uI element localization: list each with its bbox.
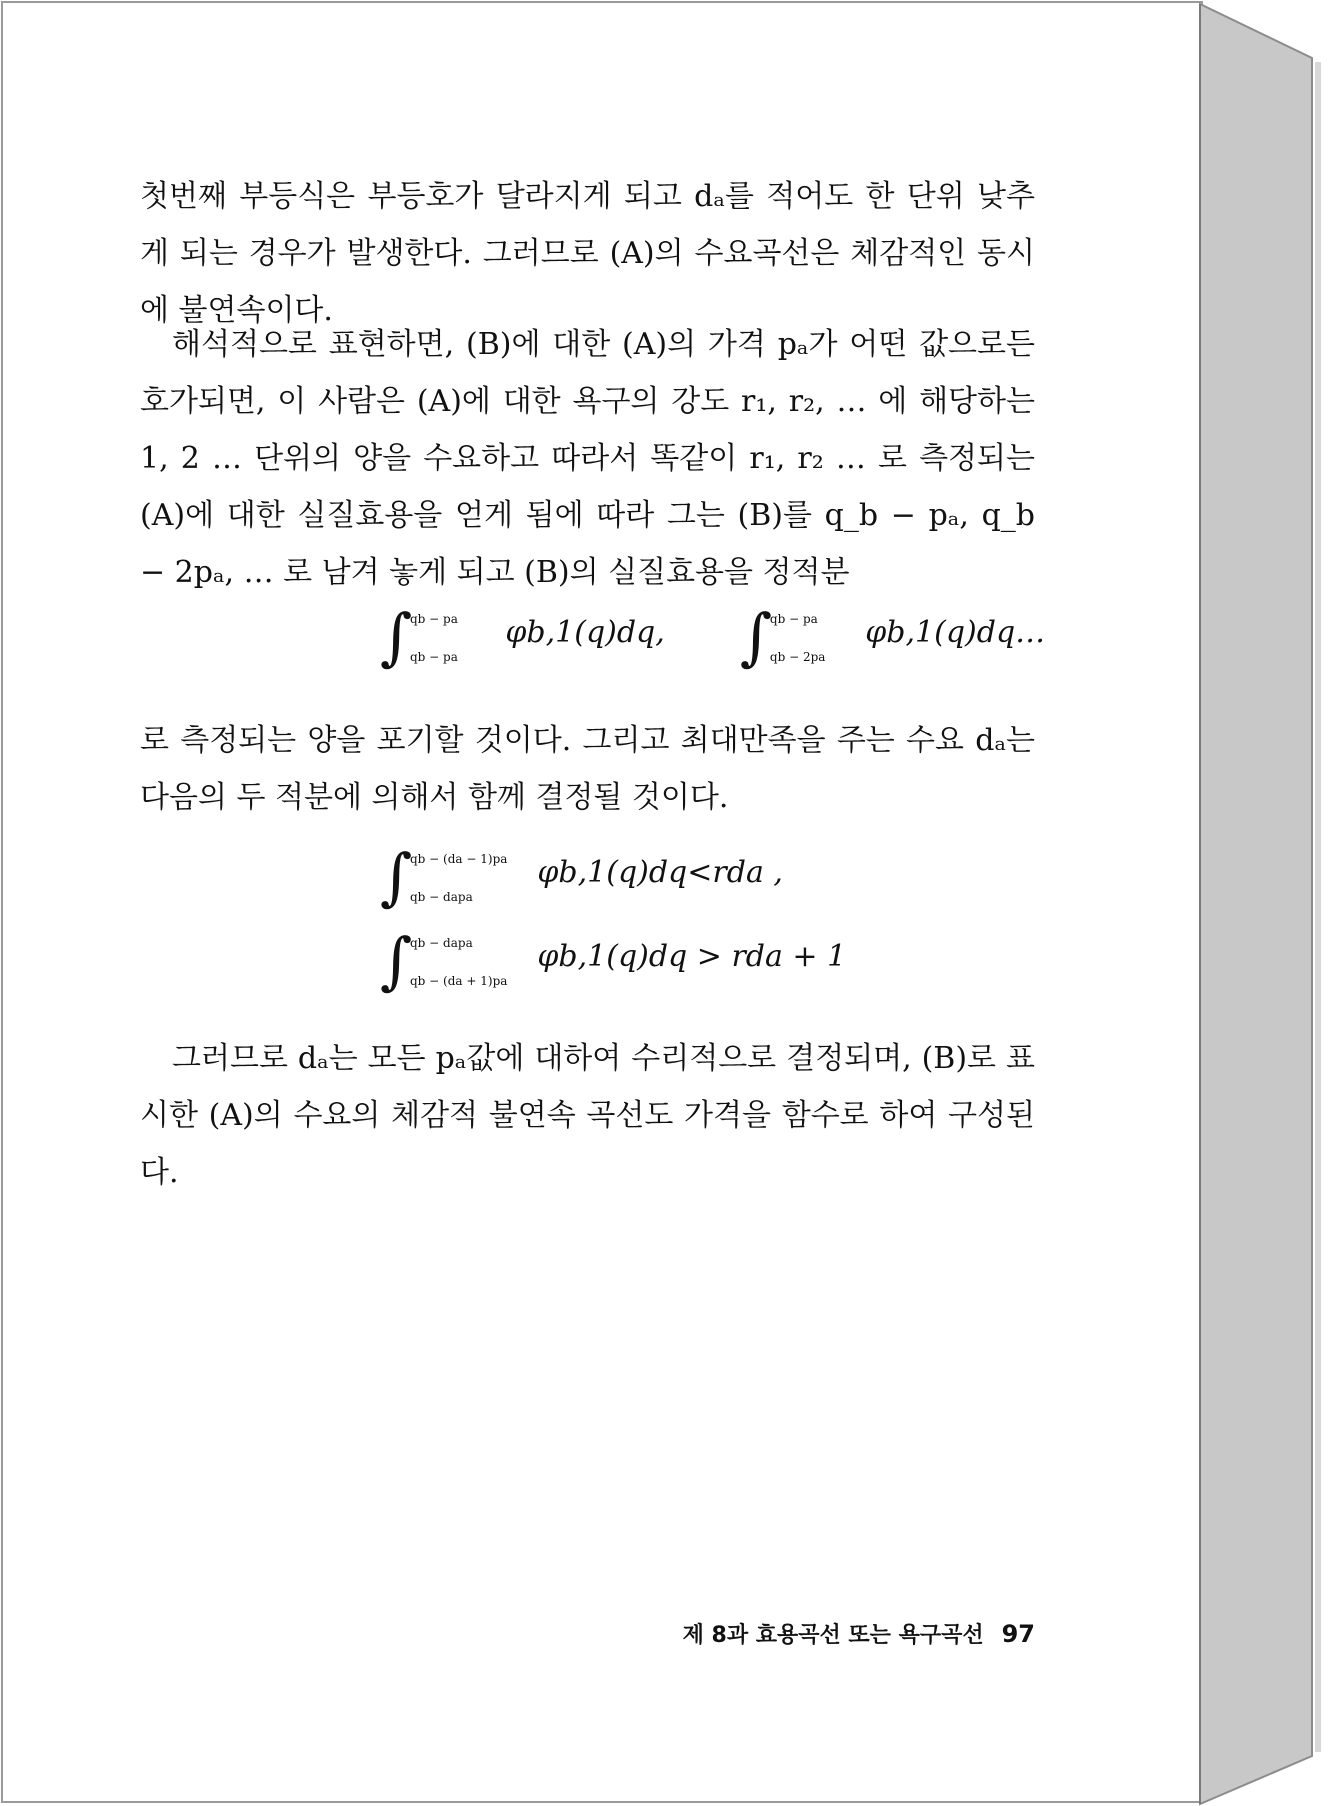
- integrand-1a: φb,1(q)dq,: [505, 614, 665, 650]
- equation-1: [380, 600, 1046, 673]
- equation-2a: [380, 840, 783, 913]
- paragraph-1: 첫번째 부등식은 부등호가 달라지게 되고 dₐ를 적어도 한 단위 낮추게 되는 경우가 발생한다. 그러므로 (A)의 수요곡선은 체감적인 동시에 불연속이다.: [140, 179, 1035, 328]
- equation-2b: [380, 924, 847, 997]
- integral-2a-lower: qb − dapa: [410, 890, 473, 904]
- page-edge-3d: [1200, 4, 1312, 1804]
- integrand-2a: φb,1(q)dq<rda ,: [537, 854, 783, 890]
- chapter-title: 제 8과 효용곡선 또는 욕구곡선: [682, 1623, 984, 1648]
- page-number: 97: [1001, 1620, 1035, 1648]
- integral-1a-lower: qb − pa: [410, 650, 458, 664]
- integral-2b-upper: qb − dapa: [410, 936, 473, 950]
- integral-1a-upper: qb − pa: [410, 612, 458, 626]
- paragraph-2: 해석적으로 표현하면, (B)에 대한 (A)의 가격 pₐ가 어떤 값으로든 호가되면, 이 사람은 (A)에 대한 욕구의 강도 r₁, r₂, … 에 해당하는 1, 2 … 단위의 양을 수요하고 따라서 똑같이 r₁, r₂ … 로 측정되는 (A)에 대한 실질효용을 얻게 됨에 따라 그는 (B)를 q_b − pₐ, q_b − 2pₐ, … 로 남겨 놓게 되고 (B)의 실질효용을 정적분: [140, 327, 1035, 590]
- integral-2b-lower: qb − (da + 1)pa: [410, 974, 508, 988]
- integrand-1b: φb,1(q)dq…: [865, 614, 1046, 650]
- paragraph-3: 로 측정되는 양을 포기할 것이다. 그리고 최대만족을 주는 수요 dₐ는 다음의 두 적분에 의해서 함께 결정될 것이다.: [140, 723, 1035, 815]
- paragraph-4: 그러므로 dₐ는 모든 pₐ값에 대하여 수리적으로 결정되며, (B)로 표시한 (A)의 수요의 체감적 불연속 곡선도 가격을 함수로 하여 구성된다.: [140, 1041, 1035, 1190]
- integral-2b: ∫ qb − dapa qb − (da + 1)pa: [380, 924, 508, 997]
- integral-2a-upper: qb − (da − 1)pa: [410, 852, 508, 866]
- page-footer: [683, 1618, 1035, 1649]
- integral-2a: ∫ qb − (da − 1)pa qb − dapa: [380, 840, 508, 913]
- integrand-2b: φb,1(q)dq > rda + 1: [537, 938, 847, 974]
- integral-1a: ∫ qb − pa qb − pa: [380, 600, 458, 673]
- integral-1b-upper: qb − pa: [769, 612, 818, 626]
- integral-1b: ∫ qb − pa qb − 2pa: [739, 600, 826, 673]
- integral-1b-lower: qb − 2pa: [769, 650, 826, 664]
